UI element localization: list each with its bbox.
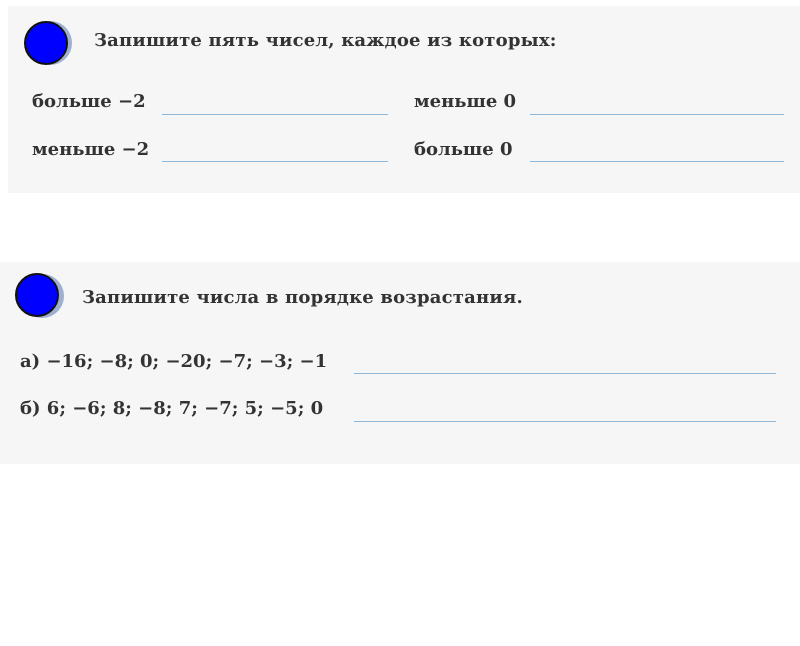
label-less-than-minus-2: меньше −2 [32, 139, 150, 160]
answer-line-greater-than-0[interactable] [530, 161, 784, 162]
exercise-2-heading: Запишите числа в порядке возрастания. [82, 287, 523, 308]
label-greater-than-0: больше 0 [414, 139, 513, 160]
sequence-a: а) −16; −8; 0; −20; −7; −3; −1 [20, 351, 328, 372]
answer-line-greater-than-minus-2[interactable] [162, 114, 388, 115]
exercise-1-heading: Запишите пять чисел, каждое из которых: [94, 30, 557, 51]
label-greater-than-minus-2: больше −2 [32, 91, 146, 112]
number-badge-icon [15, 273, 59, 317]
number-badge-icon [24, 21, 68, 65]
answer-line-sequence-b[interactable] [354, 421, 776, 422]
label-less-than-0: меньше 0 [414, 91, 517, 112]
answer-line-less-than-0[interactable] [530, 114, 784, 115]
answer-line-sequence-a[interactable] [354, 373, 776, 374]
sequence-b: б) 6; −6; 8; −8; 7; −7; 5; −5; 0 [20, 398, 324, 419]
answer-line-less-than-minus-2[interactable] [162, 161, 388, 162]
